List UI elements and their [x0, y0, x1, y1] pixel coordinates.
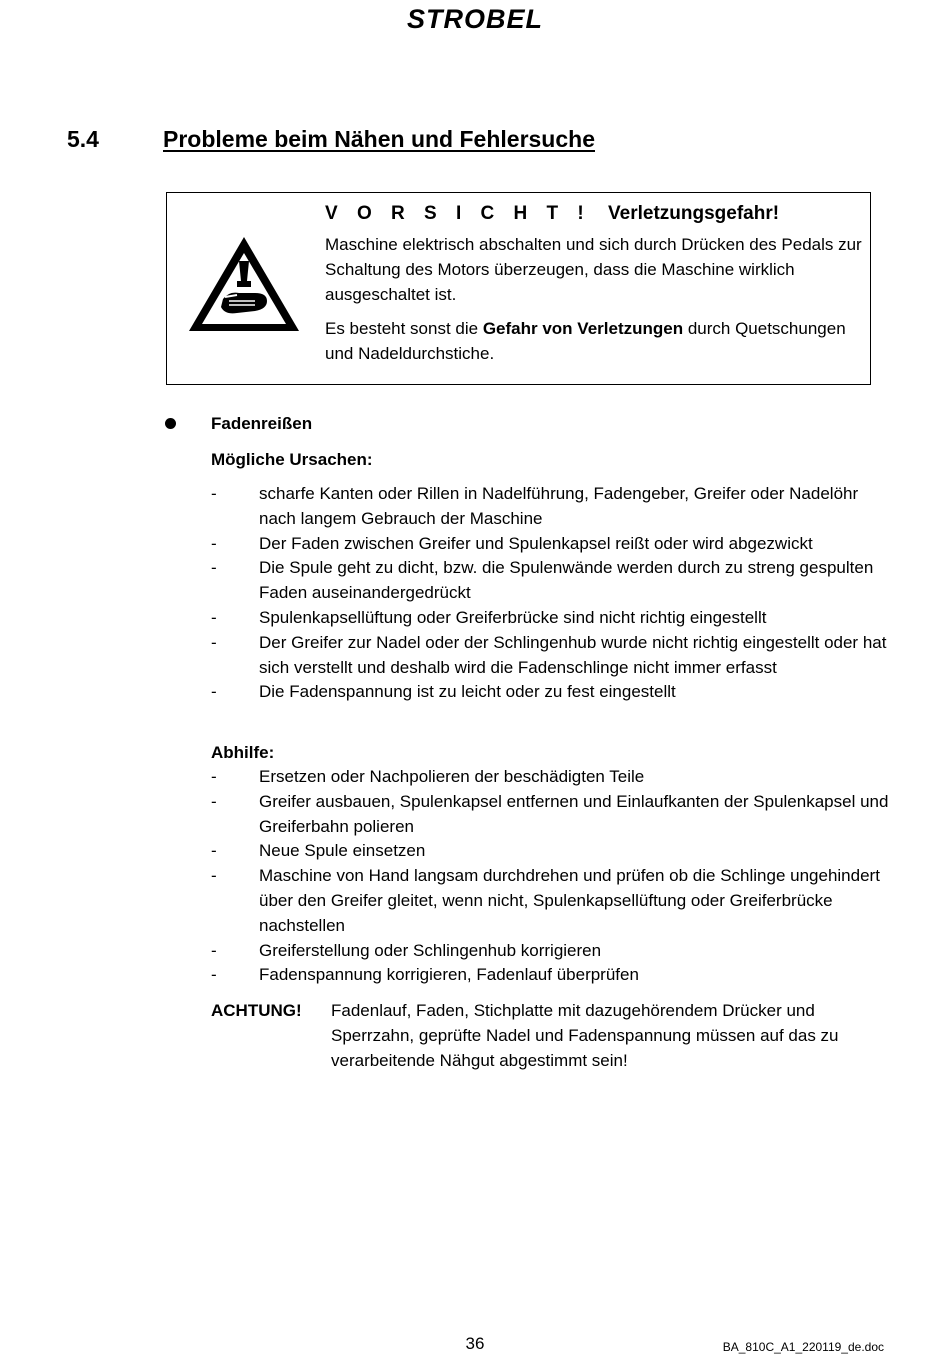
warning-subtitle: Verletzungsgefahr!	[608, 203, 780, 224]
causes-label: Mögliche Ursachen:	[211, 450, 373, 469]
bullet-dot	[165, 418, 176, 429]
list-item: - Fadenspannung korrigieren, Fadenlauf überprüfen	[211, 965, 639, 985]
achtung-text: Fadenlauf, Faden, Stichplatte mit dazugehörendem Drücker und Sperrzahn, geprüfte Nadel und Fadenspannung müssen auf das zu verarbeitende Nähgut abgestimmt sein!	[331, 1001, 839, 1070]
remedies-list	[211, 765, 891, 988]
list-item: - Der Faden zwischen Greifer und Spulenkapsel reißt oder wird abgezwickt	[211, 533, 813, 553]
list-item: - Die Spule geht zu dicht, bzw. die Spulenwände werden durch zu streng gespulten Faden auseinandergedrückt	[211, 558, 874, 603]
warning-paragraph-1: Maschine elektrisch abschalten und sich durch Drücken des Pedals zur Schaltung des Motors überzeugen, dass die Maschine wirklich ausgeschaltet ist.	[325, 235, 862, 304]
warning-box	[166, 192, 871, 385]
achtung-note	[211, 998, 891, 1073]
list-item: - Greifer ausbauen, Spulenkapsel entfernen und Einlaufkanten der Spulenkapsel und Greiferbahn polieren	[211, 791, 889, 836]
achtung-label: ACHTUNG!	[211, 1001, 302, 1020]
strobel-logo	[0, 4, 950, 35]
warning-word: V O R S I C H T !	[325, 203, 591, 224]
list-item: - Ersetzen oder Nachpolieren der beschädigten Teile	[211, 767, 645, 786]
list-item: - scharfe Kanten oder Rillen in Nadelführung, Fadengeber, Greifer oder Nadelöhr nach langem Gebrauch der Maschine	[211, 484, 859, 528]
document-filename: BA_810C_A1_220119_de.doc	[722, 1340, 884, 1354]
warning-emphasis: Gefahr von Verletzungen	[482, 319, 684, 338]
logo-text: STROBEL	[406, 4, 543, 34]
causes-list	[211, 482, 891, 705]
list-item: - Spulenkapsellüftung oder Greiferbrücke sind nicht richtig eingestellt	[211, 607, 767, 627]
list-item: - Der Greifer zur Nadel oder der Schlingenhub wurde nicht richtig eingestellt oder hat sich verstellt und deshalb wird die Fadenschlinge nicht immer erfasst	[211, 632, 887, 677]
warning-paragraph-2: Es besteht sonst die Gefahr von Verletzungen durch Quetschungen und Nadeldurchstiche.	[325, 319, 846, 363]
list-item: - Greiferstellung oder Schlingenhub korrigieren	[211, 940, 602, 960]
list-item: - Neue Spule einsetzen	[211, 841, 426, 861]
hand-crush-warning-icon	[185, 233, 303, 337]
list-item: - Maschine von Hand langsam durchdrehen und prüfen ob die Schlinge ungehindert über den Greifer gleitet, wenn nicht, Spulenkapsellüftung oder Greiferbrücke nachstellen	[211, 866, 880, 935]
page-number: 36	[465, 1334, 485, 1353]
list-item: - Die Fadenspannung ist zu leicht oder zu fest eingestellt	[211, 682, 676, 702]
section-number: 5.4	[67, 126, 99, 152]
topic-title: Fadenreißen	[211, 414, 313, 433]
section-title: Probleme beim Nähen und Fehlersuche	[163, 126, 595, 152]
remedy-label: Abhilfe:	[211, 743, 275, 762]
